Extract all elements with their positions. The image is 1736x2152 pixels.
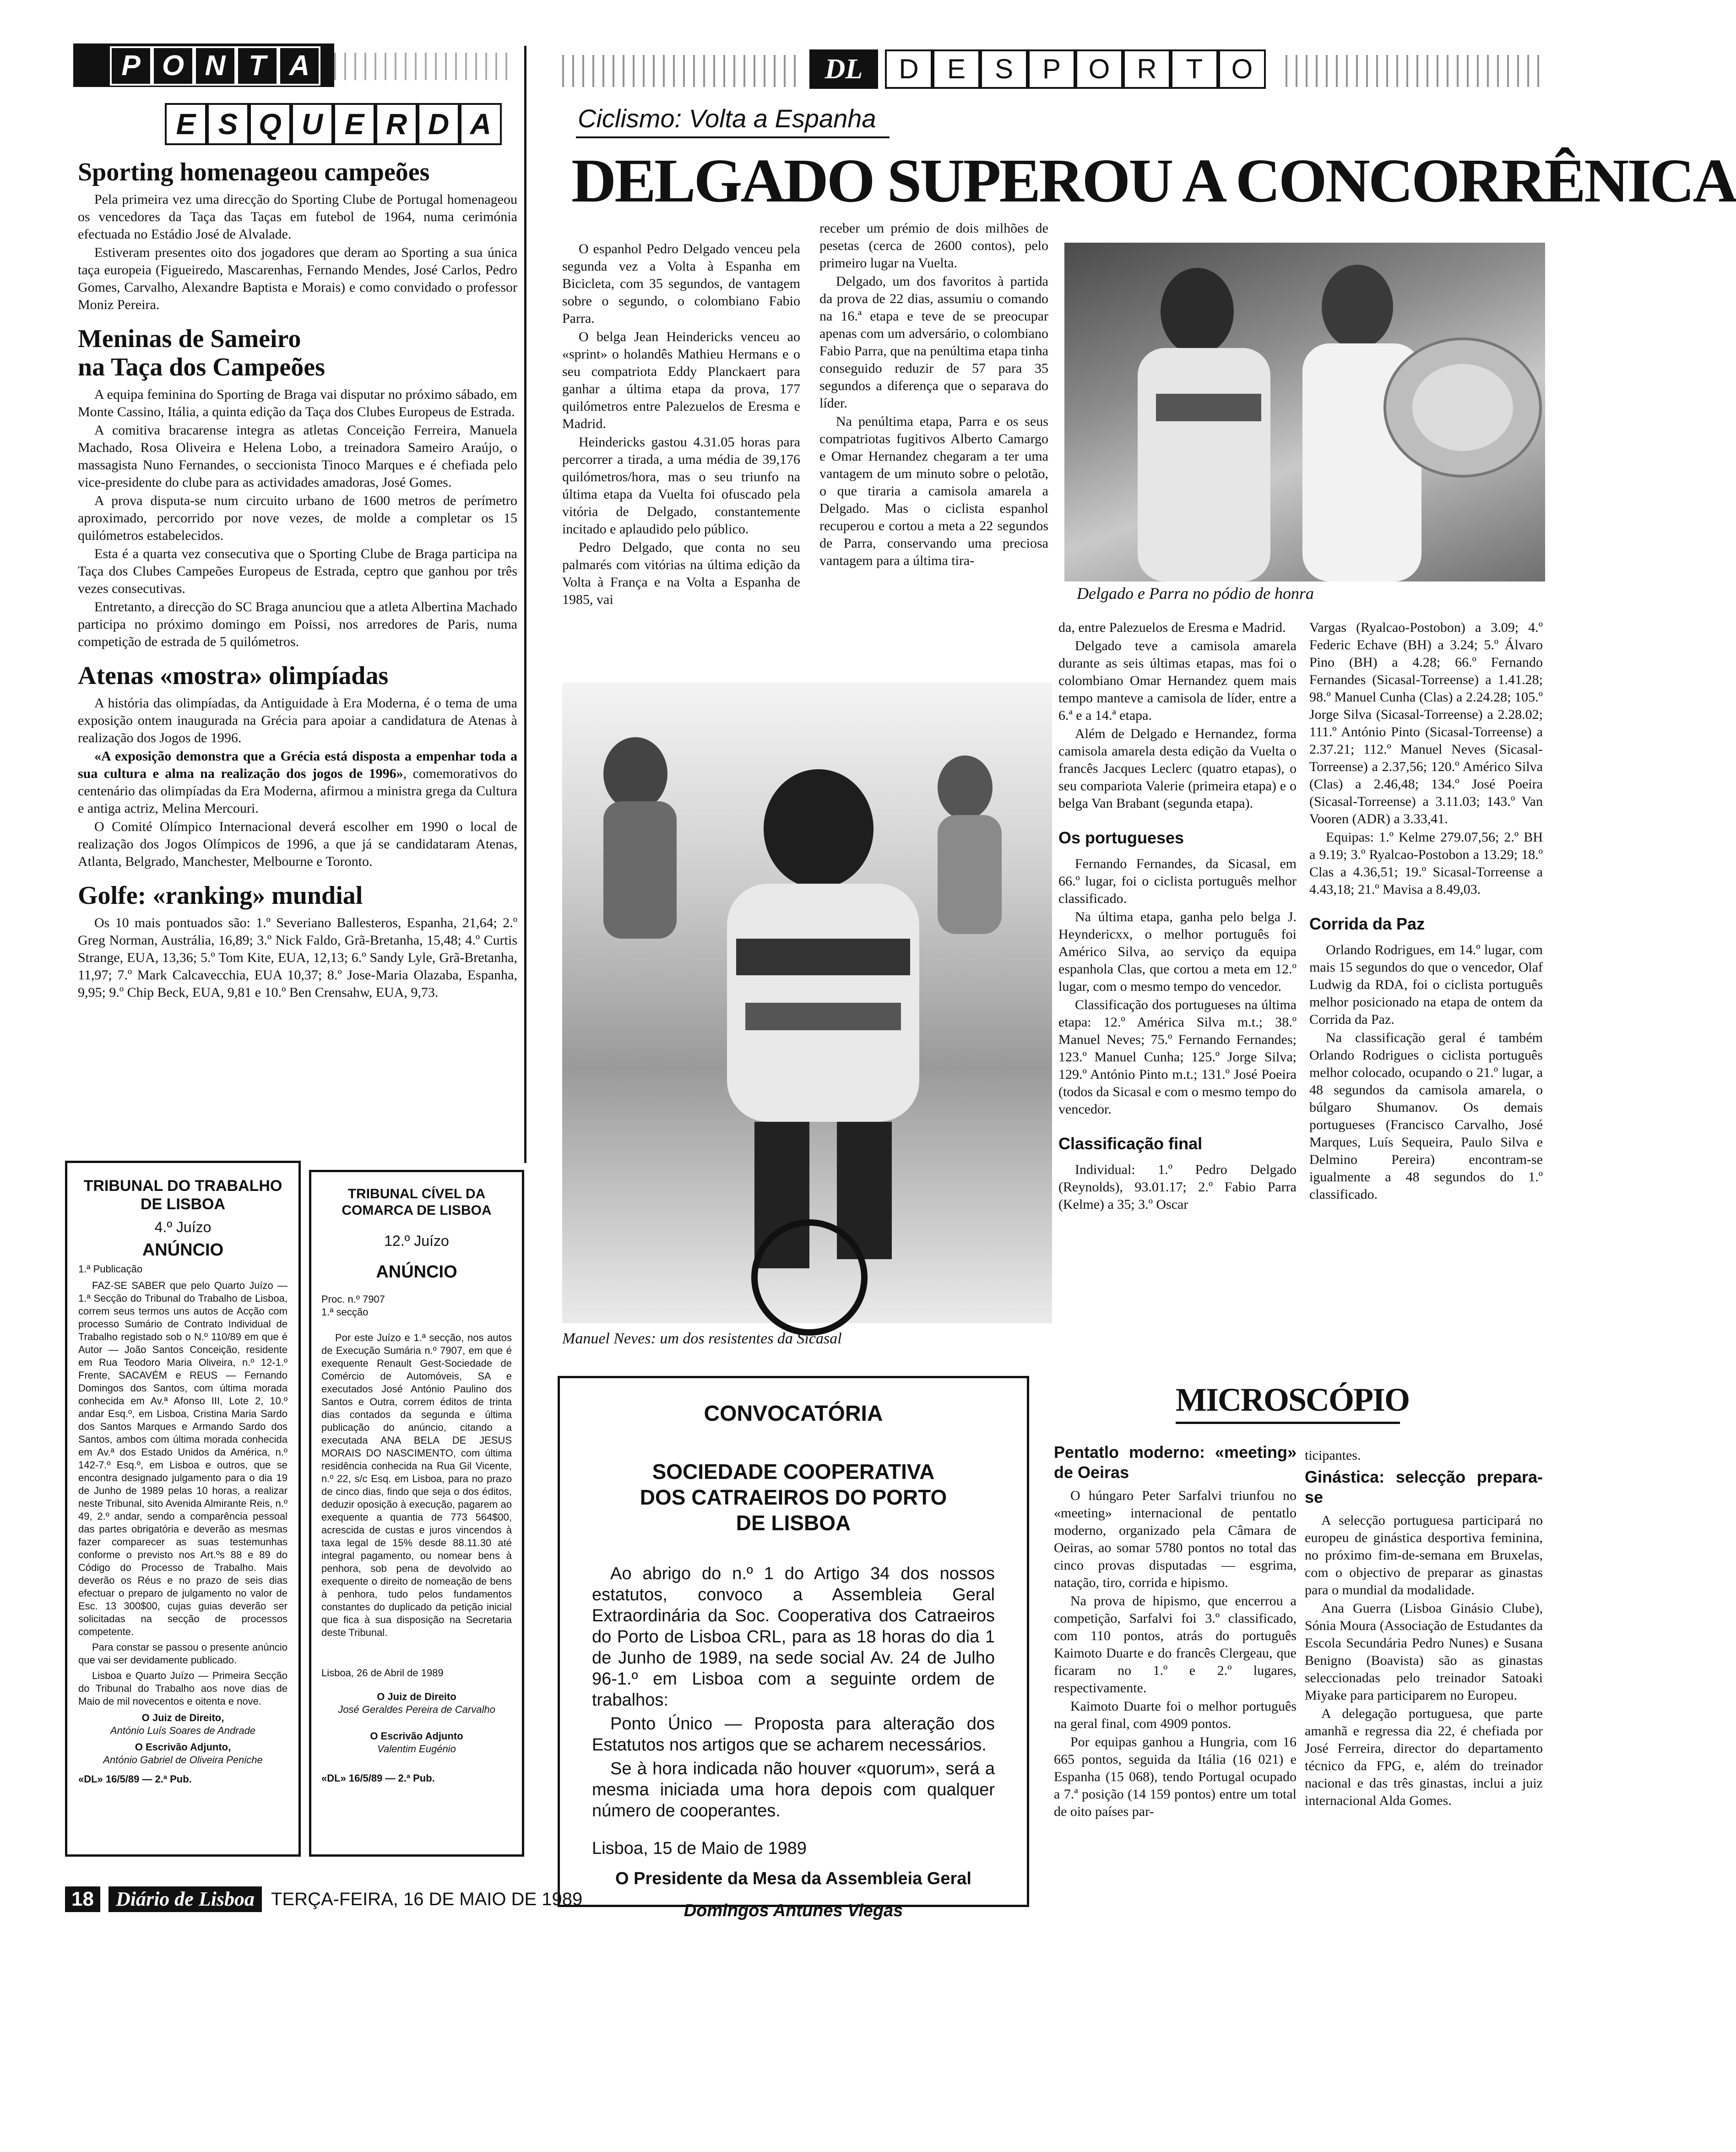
dl-logo-text: DL: [825, 54, 863, 85]
esquerda-tile: E: [333, 103, 375, 145]
desporto-hatch-left: [562, 55, 800, 87]
article-headline: DELGADO SUPEROU A CONCORRÊNICA: [571, 147, 1736, 215]
desporto-tile: S: [980, 49, 1028, 89]
article-paragraph: O belga Jean Heindericks venceu ao «sprint» o holandês Mathieu Hermans e o seu compatriota Eddy Planckaert para ganhar a última etapa da prova, 177 quilómetros entre Palezuelos de Eresma e Madrid.: [562, 329, 800, 431]
notice-anuncio: ANÚNCIO: [142, 1240, 224, 1260]
notice-title: TRIBUNAL CÍVEL DA COMARCA DE LISBOA: [342, 1186, 492, 1218]
ponta-tile: O: [152, 46, 194, 86]
desporto-tile: D: [885, 49, 933, 89]
notice-signature-name: Valentim Eugénio: [377, 1743, 456, 1755]
brief-paragraph: Entretanto, a direcção do SC Braga anunciou que a atleta Albertina Machado participa no próximo domingo em Poissi, nos arredores de Paris, numa competição de estrada de 5 quilómetros.: [78, 599, 517, 649]
article-paragraph: Delgado teve a camisola amarela durante as seis últimas etapas, mas foi o colombiano Omar Hernandez quem mais tempo manteve a camisola de líder, entre a 6.ª e a 14.ª etapa.: [1058, 638, 1297, 723]
podium-photo: [1064, 243, 1545, 581]
microscopio-paragraph: Na prova de hipismo, que encerrou a competição, Sarfalvi foi 3.º classificado, com 110 pontos, atrás do português Kaimoto Duarte e do francês Clergeau, que ficaram no 1.º e 2.º lugares, respectivamente.: [1054, 1593, 1297, 1696]
brief-paragraph: Pela primeira vez uma direcção do Sporting Clube de Portugal homenageou os vencedores da Taça das Taças em futebol de 1964, numa cerimónia efectuada no Estádio José de Alvalade.: [78, 192, 517, 242]
brief-paragraph: A prova disputa-se num circuito urbano de 1600 metros de perímetro aproximado, percorrido por nove vezes, de molde a completar os 15 quilómetros estabelecidos.: [78, 493, 517, 543]
notice-body: Por este Juízo e 1.ª secção, nos autos de Execução Sumária n.º 7907, em que é exequente Renault Gest-Sociedade de Comércio de Automóveis, SA e executados José António Paulino dos Santos e Outra, correm éditos de trinta dias contados da segunda e última publicação do anúncio, citando a executada ANA BELA DE JESUS MORAIS DO NASCIMENTO, com última residência conhecida na Rua Gil Vicente, n.º 22, s/c Esq. em Lisboa, para no prazo de cinco dias, findo que seja o dos éditos, deduzir oposição à execução, pagarem ao exequente a quantia de 773 564$00, acrescida de custas e juros vincendos à taxa legal de 15% desde 88.11.30 até integral pagamento, ou nomear bens à penhora, sob pena de devolvido ao exequente o direito de nomeação de bens à penhora, tudo pelos fundamentos constantes do duplicado da petição inicial que fica à sua disposição na Secretaria deste Tribunal.: [321, 1332, 512, 1638]
esquerda-tiles: [165, 103, 502, 145]
article-column-1: [562, 240, 800, 698]
notice-reference: «DL» 16/5/89 — 2.ª Pub.: [78, 1773, 192, 1785]
brief-paragraph: [78, 748, 517, 817]
brief-headline: Sporting homenageou campeões: [78, 158, 430, 186]
notice-juizo: 12.º Juízo: [384, 1233, 449, 1249]
ponta-tiles: [110, 46, 320, 86]
notice-section: 1.ª secção: [321, 1306, 369, 1318]
brief-quote: «A exposição demonstra que a Grécia está disposta a empenhar toda a sua cultura e alma na realização dos jogos de 1996»: [78, 749, 517, 781]
article-paragraph: receber um prémio de dois milhões de pesetas (cerca de 2600 contos), pelo primeiro lugar na Vuelta.: [819, 221, 1048, 271]
article-paragraph: Fernando Fernandes, da Sicasal, em 66.º lugar, foi o ciclista português melhor classificado.: [1058, 856, 1297, 906]
article-column-4: [1309, 619, 1543, 1370]
microscopio-paragraph: Kaimoto Duarte foi o melhor português na geral final, com 4909 pontos.: [1054, 1699, 1297, 1731]
article-paragraph: Vargas (Ryalcao-Postobon) a 3.09; 4.º Federic Echave (BH) a 3.24; 5.º Álvaro Pino (BH) a 4.28; 66.º Fernando Fernandes (Sicasal-Torreense) a 1.41.28; 98.º Manuel Cunha (Clas) a 2.24.28; 105.º Jorge Silva (Sicasal-Torreense) a 2.28.02; 111.º António Pinto (Sicasal-Torreense) a 2.37.21; 112.º Manuel Neves (Sicasal-Torreense) a 2.37,56; 120.º Américo Silva (Clas) a 2.46,48; 134.º José Poeira (Sicasal-Torreense) a 3.11.03; 143.º Van Vooren (ADR) a 3.33,41.: [1309, 620, 1543, 826]
microscopio-header: [1176, 1378, 1410, 1424]
article-paragraph: Heindericks gastou 4.31.05 horas para percorrer a tirada, a uma média de 39,176 quilómetros/hora, mas o seu triunfo na última etapa da Vuelta foi ofuscado pela vitória de Delgado, constantemente incitado e aplaudido pelo público.: [562, 435, 800, 537]
microscopio-paragraph: A selecção portuguesa participará no europeu de ginástica desportiva feminina, no próximo fim-de-semana em Bruxelas, com o objectivo de preparar as ginastas para o mundial da modalidade.: [1305, 1513, 1543, 1598]
article-paragraph: Individual: 1.º Pedro Delgado (Reynolds), 93.01.17; 2.º Fabio Parra (Kelme) a 35; 3.º Oscar: [1058, 1162, 1297, 1212]
microscopio-paragraph: ticipantes.: [1305, 1448, 1361, 1463]
desporto-tile: T: [1171, 49, 1218, 89]
article-paragraph: Além de Delgado e Hernandez, forma camisola amarela desta edição da Vuelta o francês Jacques Leclerc (quatro etapas), o seu compariota Valerie (primeira etapa) e o belga Van Brabant (segunda etapa).: [1058, 726, 1297, 811]
brief-paragraph: A comitiva bracarense integra as atletas Conceição Ferreira, Manuela Machado, Rosa Oliveira e Helena Lobo, a treinadora Sameiro Araújo, o massagista Nuno Fernandes, o seccionista Tinoco Marques e é chefiada pelo vice-presidente do clube para as actividades amadoras, José Gomes.: [78, 423, 517, 490]
desporto-header: [562, 46, 1546, 96]
cyclist-photo: [562, 682, 1052, 1323]
desporto-tile: P: [1028, 49, 1075, 89]
newspaper-nameplate: Diário de Lisboa: [108, 1886, 262, 1912]
desporto-tile: O: [1075, 49, 1123, 89]
article-subheading: Os portugueses: [1058, 828, 1184, 847]
microscopio-subheading: Pentatlo moderno: «meeting» de Oeiras: [1054, 1443, 1297, 1482]
brief-paragraph: A equipa feminina do Sporting de Braga vai disputar no próximo sábado, em Monte Cassino, Itália, a quinta edição da Taça dos Clubes Europeus de Estrada.: [78, 387, 517, 419]
brief-paragraph: A história das olimpíadas, da Antiguidade à Era Moderna, é o tema de uma exposição ontem inaugurada na Grécia para apoiar a candidatura de Atenas à realização dos Jogos de 1996.: [78, 696, 517, 745]
convocatoria-organization: SOCIEDADE COOPERATIVA DOS CATRAEIROS DO PORTO DE LISBOA: [640, 1460, 947, 1535]
issue-date: TERÇA-FEIRA, 16 DE MAIO DE 1989: [271, 1889, 583, 1909]
article-paragraph: da, entre Palezuelos de Eresma e Madrid.: [1058, 620, 1286, 635]
desporto-tiles: [885, 49, 1266, 89]
esquerda-tile: S: [207, 103, 249, 145]
esquerda-tile: R: [375, 103, 418, 145]
microscopio-subheading: Ginástica: selecção prepara-se: [1305, 1467, 1543, 1506]
dl-logo: [809, 49, 878, 89]
microscopio-paragraph: A delegação portuguesa, que parte amanhã e regressa dia 22, é chefiada por José Ferreira, director do departamento técnico da FPG, e, além do treinador nacional e das três ginastas, inclui a juiz internacional Alda Gomes.: [1305, 1706, 1543, 1808]
podium-photo-caption: Delgado e Parra no pódio de honra: [1077, 584, 1314, 603]
esquerda-tile: E: [165, 103, 207, 145]
article-column-3: [1058, 619, 1297, 1370]
article-kicker: Ciclismo: Volta a Espanha: [578, 104, 876, 133]
brief-headline: Golfe: «ranking» mundial: [78, 881, 363, 910]
page-number: 18: [65, 1886, 100, 1912]
microscopio-paragraph: O húngaro Peter Sarfalvi triunfou no «meeting» internacional de pentatlo moderno, organizado pela Câmara de Oeiras, ao somar 5780 pontos no total das cinco provas disputadas — esgrima, natação, tiro, corrida e hipismo.: [1054, 1488, 1297, 1590]
convocatoria-body: Ponto Único — Proposta para alteração dos Estatutos nos artigos que se acharem necessários.: [592, 1714, 995, 1755]
convocatoria-body: Se à hora indicada não houver «quorum», será a mesma iniciada uma hora depois com qualquer número de cooperantes.: [592, 1759, 995, 1821]
notice-signature-name: António Gabriel de Oliveira Peniche: [103, 1754, 263, 1766]
esquerda-tile: Q: [249, 103, 291, 145]
microscopio-paragraph: Ana Guerra (Lisboa Ginásio Clube), Sónia Moura (Associação de Estudantes da Escola Secundária Pedro Nunes) e Susana Benigno (Boavista) são as ginastas seleccionadas pelo treinador Satoaki Miyake para participarem no Europeu.: [1305, 1601, 1543, 1703]
notice-process: Proc. n.º 7907: [321, 1293, 385, 1305]
cyclist-photo-caption: Manuel Neves: um dos resistentes da Sicasal: [562, 1330, 842, 1347]
kicker-underline: [576, 136, 890, 138]
notice-signature-role: O Escrivão Adjunto,: [135, 1741, 231, 1753]
desporto-tile: R: [1123, 49, 1171, 89]
cyclist-photo-illustration: [562, 682, 1052, 1323]
notice-signature-role: O Juiz de Direito,: [141, 1712, 224, 1723]
desporto-tile: O: [1218, 49, 1266, 89]
article-subheading: Classificação final: [1058, 1134, 1203, 1153]
esquerda-tile: U: [291, 103, 333, 145]
ponta-hatch: [334, 53, 513, 80]
legal-notice-civil-court: [309, 1170, 524, 1857]
article-paragraph: O espanhol Pedro Delgado venceu pela segunda vez a Volta à Espanha em Bicicleta, com 35 segundos, de vantagem sobre o segundo, o colombiano Fabio Parra.: [562, 241, 800, 326]
brief-paragraph: Esta é a quarta vez consecutiva que o Sporting Clube de Braga participa na Taça dos Clubes Campeões Europeus de Estrada, ceptro que ganhou por três vezes consecutivas.: [78, 546, 517, 596]
esquerda-tile: A: [460, 103, 502, 145]
left-column-divider: [524, 46, 526, 1163]
brief-headline-line: na Taça dos Campeões: [78, 353, 325, 381]
brief-headline: [78, 325, 517, 381]
article-paragraph: Na última etapa, ganha pelo belga J. Heyndericxx, o melhor português foi Américo Silva, ao serviço da equipa espanhola Clas, que cortou a meta em 12.º lugar, com o mesmo tempo do vencedor.: [1058, 909, 1297, 994]
convocatoria-date: Lisboa, 15 de Maio de 1989: [592, 1839, 807, 1858]
convocatoria-signature-role: O Presidente da Mesa da Assembleia Geral: [615, 1869, 971, 1888]
notice-juizo: 4.º Juízo: [154, 1219, 212, 1235]
convocatoria-body: Ao abrigo do n.º 1 do Artigo 34 dos nossos estatutos, convoco a Assembleia Geral Extraordinária da Soc. Cooperativa dos Catraeiros do Porto de Lisboa CRL, para as 18 horas do dia 1 de Junho de 1989, na sede social Av. 24 de Julho 96-1.º em Lisboa com a seguinte ordem de trabalhos:: [592, 1564, 995, 1710]
page-footer: [65, 1886, 706, 1914]
notice-signature-name: António Luís Soares de Andrade: [110, 1725, 256, 1736]
notice-publication: 1.ª Publicação: [78, 1263, 143, 1275]
notice-reference: «DL» 16/5/89 — 2.ª Pub.: [321, 1772, 435, 1784]
legal-notice-labour-court: [65, 1161, 301, 1857]
article-column-2: [819, 220, 1048, 701]
brief-headline: Atenas «mostra» olimpíadas: [78, 662, 389, 690]
brief-quote-rest: , comemorativos do centenário das olimpíadas da Era Moderna, afirmou a ministra grega da Cultura e antiga actriz, Melina Mercouri.: [78, 766, 517, 816]
microscopio-column-1: [1054, 1442, 1297, 1905]
notice-signature-role: O Juiz de Direito: [377, 1691, 456, 1702]
article-paragraph: Orlando Rodrigues, em 14.º lugar, com mais 15 segundos do que o vencedor, Olaf Ludwig da RDA, foi o ciclista português melhor posicionado na etapa de ontem da Corrida da Paz.: [1309, 942, 1543, 1027]
notice-body: FAZ-SE SABER que pelo Quarto Juízo — 1.ª Secção do Tribunal do Trabalho de Lisboa, correm seus termos uns autos de Acção com processo Sumário de Contrato Individual de Trabalho registado sob o N.º 110/89 em que é Autor — João Santos Conceição, residente em Rua Teodoro Maria Oliveira, n.º 12-1.º Frente, SACAVÉM e REUS — Fernando Domingos dos Santos, com última morada conhecida em Av.ª Afonso III, Lote 2, 10.º andar Esq.º, em Lisboa, Cristina Maria Sardo dos Santos Marques e Armando Sardo dos Santos, ambos com última morada conhecida em Av.ª dos Estado Unidos da América, n.º 142-7.º Esq.º, em Lisboa e outros, que se encontra designado julgamento para o dia 19 de Junho de 1989 pelas 10 horas, a realizar neste Tribunal, sito Avenida Almirante Reis, n.º 49, 2.º andar, sendo a comparência pessoal das partes obrigatória e deverão as mesmas fazer comparecer as suas testemunhas conforme o previsto nos Art.ºs 88 e 89 do Código do Processo de Trabalho. Mais deverão os Réus e no prazo de seis dias efectuar o preparo de julgamento no valor de Esc. 13 300$00, cujas guias deverão ser solicitadas na secção de processos competente.: [78, 1280, 288, 1637]
ponta-tile: A: [278, 46, 320, 86]
notice-body: Lisboa e Quarto Juízo — Primeira Secção do Tribunal do Trabalho aos nove dias de Maio de mil novecentos e oitenta e nove.: [78, 1670, 288, 1707]
convocatoria-title: CONVOCATÓRIA: [704, 1402, 883, 1426]
article-paragraph: Classificação dos portugueses na última etapa: 12.º América Silva m.t.; 38.º Manuel Neves; 75.º Fernando Fernandes; 123.º Manuel Cunha; 125.º Jorge Silva; 129.º António Pinto m.t.; 131.º José Poeira (todos da Sicasal e com o mesmo tempo do vencedor.: [1058, 997, 1297, 1117]
microscopio-paragraph: Por equipas ganhou a Hungria, com 16 665 pontos, seguida da Itália (16 021) e Espanha (15 068), tendo Portugal ocupado a 7.ª posição (14 159 pontos) entre um total de oito países par-: [1054, 1734, 1297, 1819]
brief-headline-line: Meninas de Sameiro: [78, 325, 301, 353]
notice-date: Lisboa, 26 de Abril de 1989: [321, 1667, 444, 1679]
left-briefs-column: [78, 158, 517, 1165]
desporto-tile: E: [933, 49, 980, 89]
notice-title: TRIBUNAL DO TRABALHO DE LISBOA: [83, 1177, 282, 1213]
ponta-esquerda-header: [73, 43, 517, 153]
article-paragraph: Equipas: 1.º Kelme 279.07,56; 2.º BH a 9.19; 3.º Ryalcao-Postobon a 13.29; 18.º Clas a 4.36,51; 19.º Sicasal-Torreense a 4.43,18; 21.º Mavisa a 8.49,03.: [1309, 830, 1543, 897]
notice-body: Para constar se passou o presente anúncio que vai ser devidamente publicado.: [78, 1641, 288, 1666]
notice-signature-name: José Geraldes Pereira de Carvalho: [338, 1704, 495, 1715]
brief-paragraph: Estiveram presentes oito dos jogadores que deram ao Sporting a sua única taça europeia (Figueiredo, Mascarenhas, Fernando Mendes, José Carlos, Pedro Gomes, Carvalho, Alexandre Baptista e Morais) e como convidado o professor Moniz Pereira.: [78, 245, 517, 312]
article-paragraph: Pedro Delgado, que conta no seu palmarés com vitórias na última edição da Volta à França e na Volta a Espanha de 1985, vai: [562, 540, 800, 607]
article-paragraph: Na penúltima etapa, Parra e os seus compatriotas fugitivos Alberto Camargo e Omar Hernandez chegaram a ter uma vantagem de um minuto sobre o pelotão, o que tiraria a camisola amarela a Delgado. Mas o ciclista espanhol recuperou e cortou a meta a 22 segundos de Parra, conservando uma preciosa vantagem para a última tira-: [819, 414, 1048, 568]
microscopio-column-2: [1305, 1447, 1543, 1905]
notice-signature-role: O Escrivão Adjunto: [370, 1730, 463, 1742]
notice-anuncio: ANÚNCIO: [376, 1262, 457, 1282]
convocatoria-notice: [558, 1376, 1029, 1920]
article-subheading: Corrida da Paz: [1309, 914, 1425, 933]
article-paragraph: Delgado, um dos favoritos à partida da prova de 22 dias, assumiu o comando na 16.ª etapa e teve de se preocupar apenas com um adversário, o colombiano Fabio Parra, que na penúltima etapa tinha conseguido reduzir de 57 para 35 segundos a diferença que o separava do líder.: [819, 274, 1048, 411]
convocatoria-signature-name: Domingos Antunes Viegas: [684, 1901, 903, 1920]
ponta-tile: N: [194, 46, 236, 86]
ponta-tile: P: [110, 46, 152, 86]
brief-paragraph: O Comité Olímpico Internacional deverá escolher em 1990 o local de realização dos Jogos Olímpicos de 1996, a que já se candidataram Atenas, Atlanta, Belgrado, Manchester, Melbourne e Toronto.: [78, 819, 517, 869]
article-paragraph: Na classificação geral é também Orlando Rodrigues o ciclista português melhor colocado, ocupando o 21.º lugar, a 48 segundos da camisola amarela, o búlgaro Shumanov. Os demais portugueses (Francisco Carvalho, José Marques, Luís Sequeira, Paulo Silva e Delmino Pereira) encontram-se igualmente a 48 segundos do 1.º classificado.: [1309, 1030, 1543, 1202]
ponta-tile: T: [236, 46, 278, 86]
brief-paragraph: Os 10 mais pontuados são: 1.º Severiano Ballesteros, Espanha, 21,64; 2.º Greg Norman, Austrália, 16,89; 3.º Nick Faldo, Grã-Bretanha, 15,48; 4.º Curtis Strange, EUA, 13,36; 5.º Tom Kite, EUA, 12,13; 6.º Sandy Lyle, Grã-Bretanha, 11,97; 7.º Mark Calcavecchia, EUA 10,37; 8.º Jose-Maria Olazaba, Espanha, 9,95; 9.º Chip Beck, EUA, 9,81 e 10.º Ben Crensahw, EUA, 9,73.: [78, 915, 517, 1000]
esquerda-tile: D: [418, 103, 460, 145]
podium-photo-illustration: [1064, 243, 1545, 581]
microscopio-title: MICROSCÓPIO: [1176, 1381, 1410, 1418]
desporto-hatch-right: [1286, 55, 1542, 87]
